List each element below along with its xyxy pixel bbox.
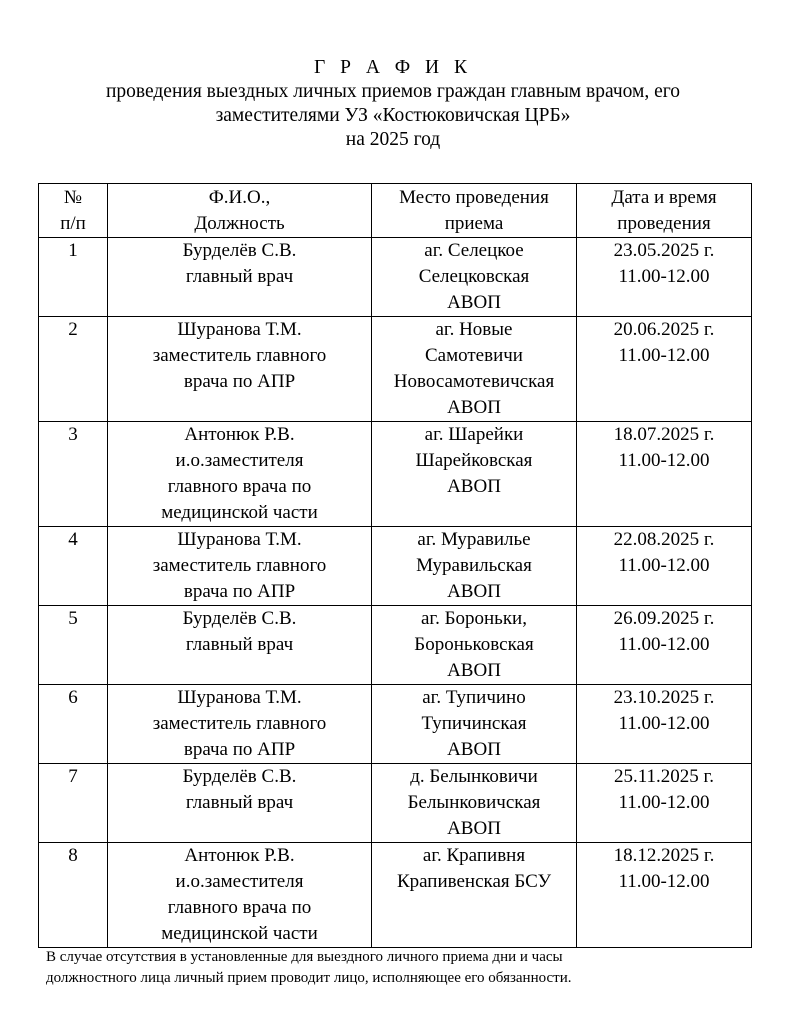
cell-date [577, 422, 752, 527]
cell-place [372, 527, 577, 606]
header-text-line: Место проведения [399, 187, 549, 208]
cell-date-line: 26.09.2025 г. [613, 608, 715, 629]
document-subtitle-line-3: на 2025 год [345, 129, 441, 150]
cell-name-line: главного врача по [167, 476, 312, 497]
table-row [39, 527, 752, 606]
cell-name-line: и.о.заместителя [175, 871, 304, 892]
cell-name [108, 606, 372, 685]
header-text-line: проведения [617, 213, 711, 234]
cell-name-line: Шуранова Т.М. [177, 687, 302, 708]
cell-number: 8 [39, 843, 108, 948]
cell-number: 2 [39, 317, 108, 422]
header-number [39, 184, 108, 238]
document-subtitle-line-1: проведения выездных личных приемов граждан главным врачом, его [105, 81, 681, 102]
cell-place-line: Новосамотевичская [393, 371, 555, 392]
cell-name-line: Шуранова Т.М. [177, 319, 302, 340]
cell-name-line: главный врач [185, 634, 294, 655]
cell-date [577, 764, 752, 843]
cell-date-line: 20.06.2025 г. [613, 319, 715, 340]
cell-name-line: заместитель главного [152, 713, 327, 734]
cell-date-line: 23.10.2025 г. [613, 687, 715, 708]
cell-place-line: АВОП [447, 818, 501, 839]
cell-date-line: 25.11.2025 г. [614, 766, 714, 787]
cell-name-line: главный врач [185, 792, 294, 813]
cell-place-line: АВОП [447, 476, 501, 497]
cell-date [577, 527, 752, 606]
cell-place-line: д. Белынковичи [410, 766, 538, 787]
cell-place-line: аг. Бороньки, [421, 608, 527, 629]
footnote-line-2: должностного лица личный прием проводит лицо, исполняющее его обязанности. [46, 970, 572, 986]
cell-date-line: 11.00-12.00 [618, 555, 710, 576]
cell-date-line: 11.00-12.00 [618, 713, 710, 734]
cell-place-line: Тупичинская [421, 713, 527, 734]
cell-name-line: врача по АПР [183, 581, 296, 602]
cell-name [108, 317, 372, 422]
cell-date [577, 317, 752, 422]
cell-date-line: 11.00-12.00 [618, 450, 710, 471]
cell-number: 7 [39, 764, 108, 843]
table-body [39, 238, 752, 948]
cell-place-line: Бороньковская [414, 634, 534, 655]
cell-place-line: Селецковская [418, 266, 530, 287]
cell-place-line: АВОП [447, 581, 501, 602]
cell-place-line: Крапивенская БСУ [396, 871, 552, 892]
cell-place-line: АВОП [447, 292, 501, 313]
cell-date-line: 11.00-12.00 [618, 345, 710, 366]
footnote [46, 947, 746, 989]
cell-date-line: 18.12.2025 г. [613, 845, 715, 866]
cell-number: 1 [39, 238, 108, 317]
cell-date [577, 843, 752, 948]
cell-date-line: 11.00-12.00 [618, 871, 710, 892]
cell-date [577, 238, 752, 317]
cell-name-line: врача по АПР [183, 739, 296, 760]
document-heading [0, 56, 786, 152]
cell-name-line: Бурделёв С.В. [182, 766, 297, 787]
cell-place [372, 606, 577, 685]
cell-number: 4 [39, 527, 108, 606]
cell-date [577, 606, 752, 685]
cell-name-line: главного врача по [167, 897, 312, 918]
cell-place-line: АВОП [447, 660, 501, 681]
header-date [577, 184, 752, 238]
cell-name [108, 843, 372, 948]
table-row [39, 422, 752, 527]
cell-name [108, 238, 372, 317]
cell-number: 3 [39, 422, 108, 527]
header-text-line: № [63, 187, 83, 208]
cell-name [108, 764, 372, 843]
table-row [39, 238, 752, 317]
cell-name-line: главный врач [185, 266, 294, 287]
cell-place-line: аг. Муравилье [417, 529, 531, 550]
cell-place-line: аг. Крапивня [422, 845, 526, 866]
cell-name [108, 685, 372, 764]
cell-date [577, 685, 752, 764]
document-title: Г Р А Ф И К [313, 57, 473, 78]
cell-name [108, 527, 372, 606]
cell-date-line: 11.00-12.00 [618, 266, 710, 287]
cell-place-line: аг. Тупичино [422, 687, 526, 708]
cell-date-line: 11.00-12.00 [618, 792, 710, 813]
table-row [39, 606, 752, 685]
cell-place [372, 843, 577, 948]
header-text-line: Должность [194, 213, 285, 234]
cell-place-line: АВОП [447, 397, 501, 418]
header-text-line: п/п [60, 213, 86, 234]
cell-name-line: Шуранова Т.М. [177, 529, 302, 550]
cell-name-line: медицинской части [161, 923, 318, 944]
table-row [39, 685, 752, 764]
cell-number: 6 [39, 685, 108, 764]
header-name [108, 184, 372, 238]
cell-name-line: заместитель главного [152, 345, 327, 366]
cell-place [372, 764, 577, 843]
cell-place-line: аг. Новые [435, 319, 513, 340]
cell-place-line: Шарейковская [415, 450, 533, 471]
header-place [372, 184, 577, 238]
cell-name-line: Бурделёв С.В. [182, 240, 297, 261]
table-row [39, 317, 752, 422]
cell-place-line: АВОП [447, 739, 501, 760]
cell-name-line: заместитель главного [152, 555, 327, 576]
header-text-line: приема [444, 213, 504, 234]
cell-place-line: Муравильская [416, 555, 532, 576]
table-header-row [39, 184, 752, 238]
cell-place [372, 685, 577, 764]
cell-name-line: Бурделёв С.В. [182, 608, 297, 629]
cell-place [372, 238, 577, 317]
document-subtitle-line-2: заместителями УЗ «Костюковичская ЦРБ» [215, 105, 571, 126]
cell-place [372, 422, 577, 527]
header-text-line: Ф.И.О., [208, 187, 271, 208]
cell-name-line: врача по АПР [183, 371, 296, 392]
cell-place-line: Белынковичская [407, 792, 541, 813]
cell-place-line: аг. Селецкое [424, 240, 524, 261]
cell-place-line: Самотевичи [425, 345, 523, 366]
cell-name [108, 422, 372, 527]
footnote-line-1: В случае отсутствия в установленные для выездного личного приема дни и часы [46, 949, 563, 965]
header-text-line: Дата и время [611, 187, 717, 208]
table-row [39, 764, 752, 843]
cell-name-line: и.о.заместителя [175, 450, 304, 471]
cell-name-line: Антонюк Р.В. [184, 424, 295, 445]
cell-date-line: 18.07.2025 г. [613, 424, 715, 445]
cell-name-line: Антонюк Р.В. [184, 845, 295, 866]
cell-place-line: аг. Шарейки [424, 424, 524, 445]
table-row [39, 843, 752, 948]
cell-number: 5 [39, 606, 108, 685]
schedule-table [38, 183, 752, 948]
cell-date-line: 22.08.2025 г. [613, 529, 715, 550]
cell-name-line: медицинской части [161, 502, 318, 523]
cell-place [372, 317, 577, 422]
cell-date-line: 11.00-12.00 [618, 634, 710, 655]
cell-date-line: 23.05.2025 г. [613, 240, 715, 261]
